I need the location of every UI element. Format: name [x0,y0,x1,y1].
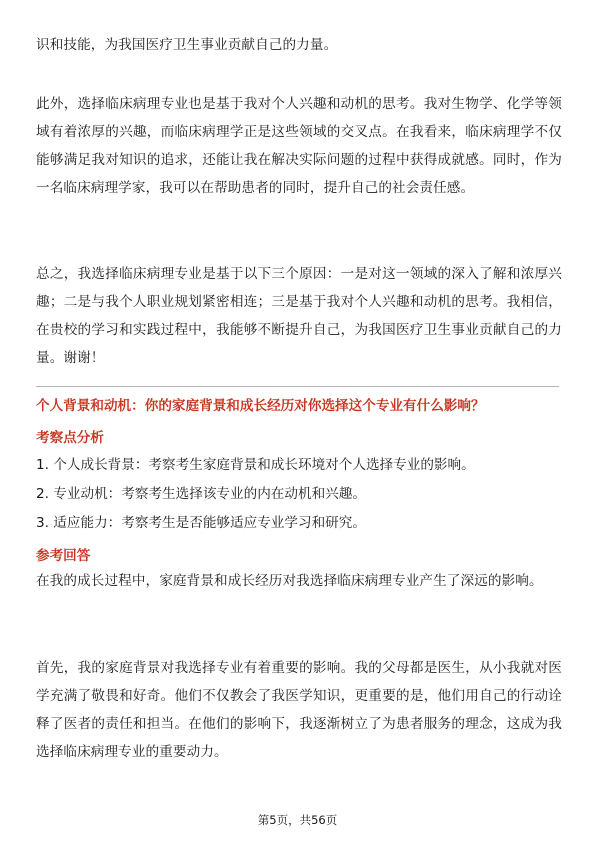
answer-heading: 参考回答 [36,548,91,564]
paragraph-continuation: 识和技能，为我国医疗卫生事业贡献自己的力量。 [36,37,338,53]
analysis-heading: 考察点分析 [36,430,104,446]
page-number-footer: 第5页，共56页 [257,813,338,827]
section-divider [36,386,559,387]
analysis-item: 1. 个人成长背景：考察考生家庭背景和成长环境对个人选择专业的影响。 [36,457,475,473]
paragraph-conclusion: 总之，我选择临床病理专业是基于以下三个原因：一是对这一领域的深入了解和浓厚兴趣；二是与我个人职业规划紧密相连；三是基于我对个人兴趣和动机的思考。我相信，在贵校的学习和实践过程中，我能够不断提升自己，为我国医疗卫生事业贡献自己的力量。谢谢！ [36,266,562,366]
answer-paragraph-intro: 在我的成长过程中，家庭背景和成长经历对我选择临床病理专业产生了深远的影响。 [36,573,543,589]
paragraph-interest: 此外，选择临床病理专业也是基于我对个人兴趣和动机的思考。我对生物学、化学等领域有着浓厚的兴趣，而临床病理学正是这些领域的交叉点。在我看来，临床病理学不仅能够满足我对知识的追求，还能让我在解决实际问题的过程中获得成就感。同时，作为一名临床病理学家，我可以在帮助患者的同时，提升自己的社会责任感。 [36,96,562,196]
analysis-item: 3. 适应能力：考察考生是否能够适应专业学习和研究。 [36,515,366,531]
analysis-item: 2. 专业动机：考察考生选择该专业的内在动机和兴趣。 [36,486,366,502]
question-heading: 个人背景和动机：你的家庭背景和成长经历对你选择这个专业有什么影响？ [36,398,485,414]
answer-paragraph-family: 首先，我的家庭背景对我选择专业有着重要的影响。我的父母都是医生，从小我就对医学充满了敬畏和好奇。他们不仅教会了我医学知识，更重要的是，他们用自己的行动诠释了医者的责任和担当。在他们的影响下，我逐渐树立了为患者服务的理念，这成为我选择临床病理专业的重要动力。 [36,660,562,760]
